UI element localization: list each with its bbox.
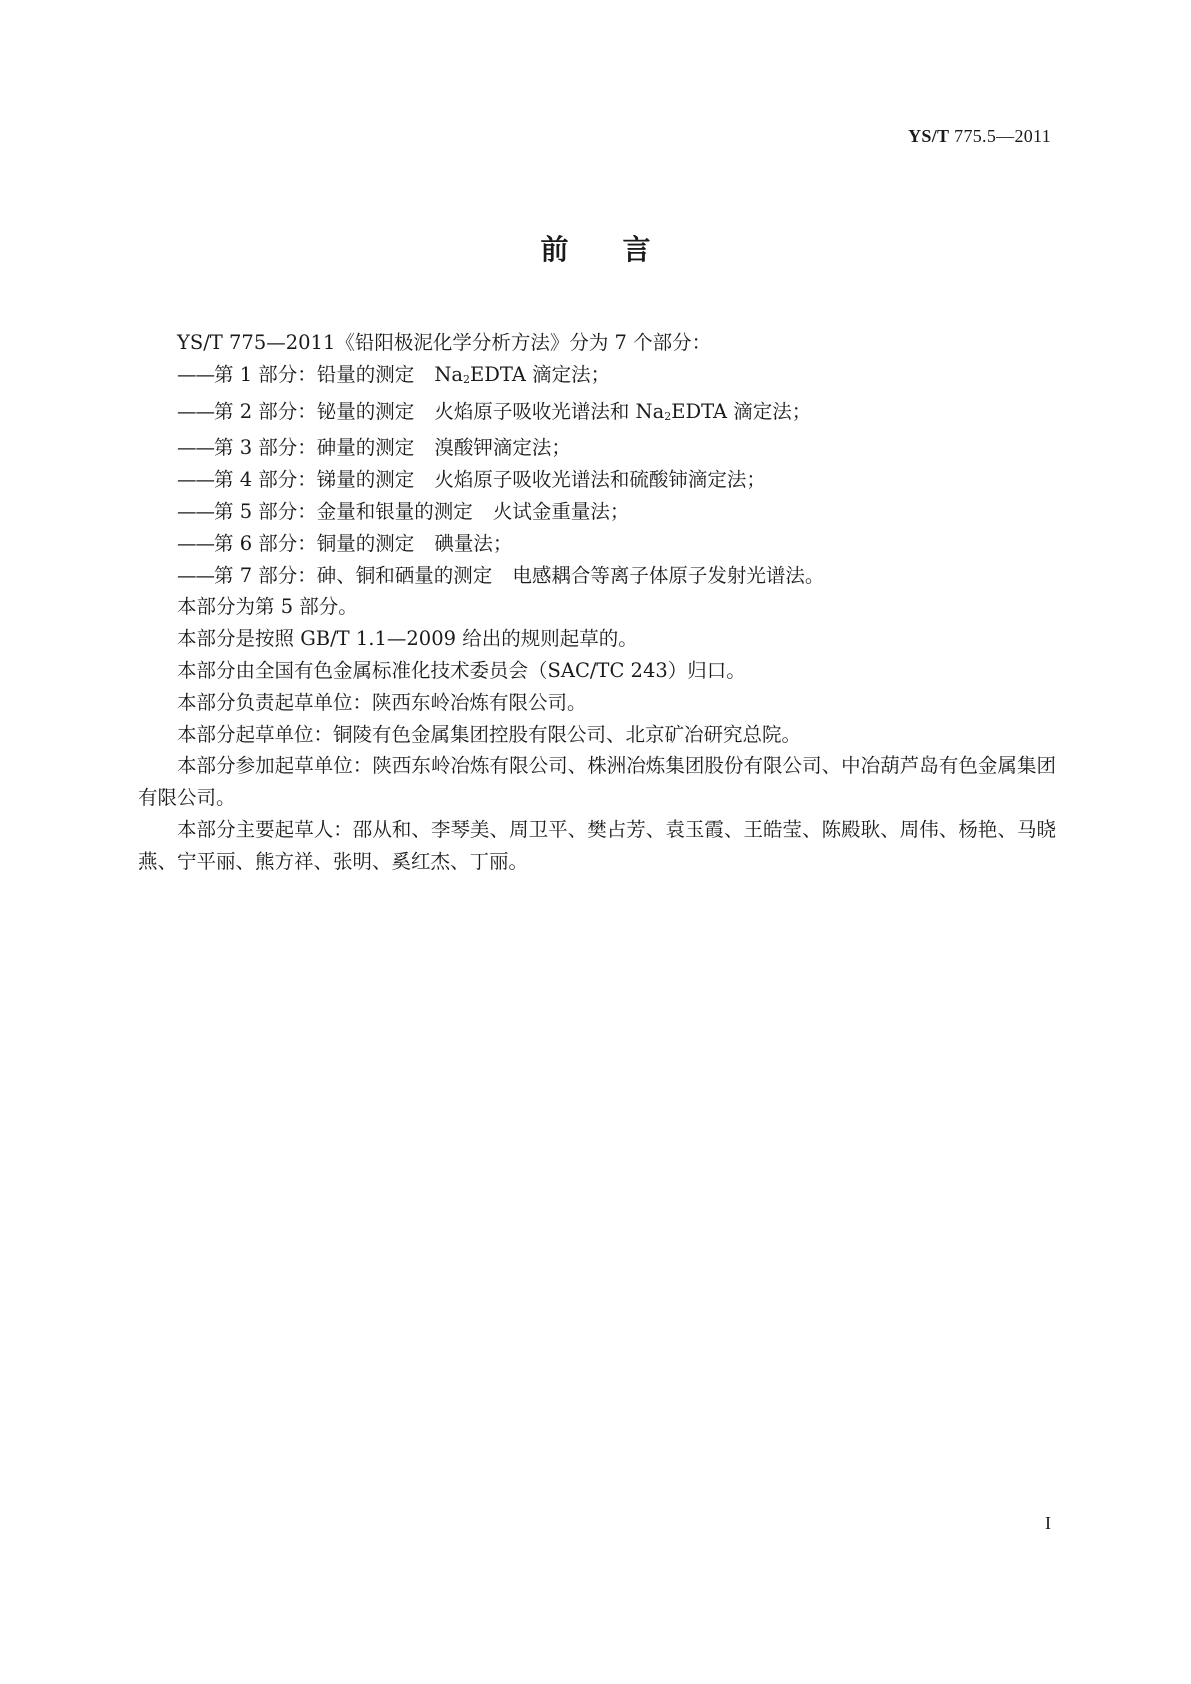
part-method: 电感耦合等离子体原子发射光谱法。	[512, 563, 825, 587]
standard-code-prefix: YS/T	[908, 126, 950, 146]
part-list-item	[138, 464, 1056, 496]
part-label: 第 2 部分：铋量的测定	[214, 399, 415, 423]
part-list-item	[138, 396, 1056, 433]
list-dash: ——	[177, 563, 214, 587]
part-label: 第 3 部分：砷量的测定	[214, 436, 415, 460]
part-method: 火焰原子吸收光谱法和 Na	[434, 399, 665, 423]
page-number: I	[1045, 1513, 1051, 1533]
part-label: 第 4 部分：锑量的测定	[214, 468, 415, 492]
standard-code-number: 775.5—2011	[954, 126, 1051, 146]
paragraph-responsible-unit: 本部分负责起草单位：陕西东岭冶炼有限公司。	[177, 690, 587, 714]
paragraph-drafting-units: 本部分起草单位：铜陵有色金属集团控股有限公司、北京矿冶研究总院。	[177, 722, 802, 746]
part-list-item	[138, 560, 1056, 592]
list-dash: ——	[177, 499, 214, 523]
part-label: 第 7 部分：砷、铜和硒量的测定	[214, 563, 493, 587]
part-method: 火试金重量法；	[492, 499, 630, 523]
list-dash: ——	[177, 468, 214, 492]
foreword-body	[138, 327, 1056, 878]
paragraph-participating-units: 本部分参加起草单位：陕西东岭冶炼有限公司、株洲冶炼集团股份有限公司、中冶葫芦岛有色金属集团有限公司。	[138, 754, 1056, 810]
list-dash: ——	[177, 436, 214, 460]
part-method: Na	[434, 362, 464, 386]
standard-code	[908, 126, 1051, 147]
list-dash: ——	[177, 399, 214, 423]
part-list-item	[138, 359, 1056, 396]
part-label: 第 5 部分：金量和银量的测定	[214, 499, 473, 523]
part-list-item	[138, 528, 1056, 560]
part-label: 第 1 部分：铅量的测定	[214, 362, 415, 386]
paragraph-committee: 本部分由全国有色金属标准化技术委员会（SAC/TC 243）归口。	[177, 658, 746, 682]
subscript: 2	[463, 372, 471, 386]
part-list-item	[138, 496, 1056, 528]
list-dash: ——	[177, 362, 214, 386]
part-method: 碘量法；	[434, 531, 513, 555]
subscript: 2	[664, 409, 672, 423]
part-method-rest: EDTA 滴定法；	[671, 399, 812, 423]
intro-paragraph: YS/T 775—2011《铅阳极泥化学分析方法》分为 7 个部分：	[177, 331, 712, 354]
part-method: 溴酸钾滴定法；	[434, 436, 571, 460]
paragraph-main-drafters: 本部分主要起草人：邵从和、李琴美、周卫平、樊占芳、袁玉霞、王皓莹、陈殿耿、周伟、杨艳、马晓燕、宁平丽、熊方祥、张明、奚红杰、丁丽。	[138, 817, 1056, 873]
page-title: 前言	[540, 233, 705, 266]
paragraph-part-number: 本部分为第 5 部分。	[177, 595, 358, 619]
part-label: 第 6 部分：铜量的测定	[214, 531, 415, 555]
part-method: 火焰原子吸收光谱法和硫酸铈滴定法；	[434, 468, 766, 492]
part-method-rest: EDTA 滴定法；	[470, 362, 611, 386]
part-list-item	[138, 432, 1056, 464]
list-dash: ——	[177, 531, 214, 555]
paragraph-drafting-rules: 本部分是按照 GB/T 1.1—2009 给出的规则起草的。	[177, 627, 638, 651]
